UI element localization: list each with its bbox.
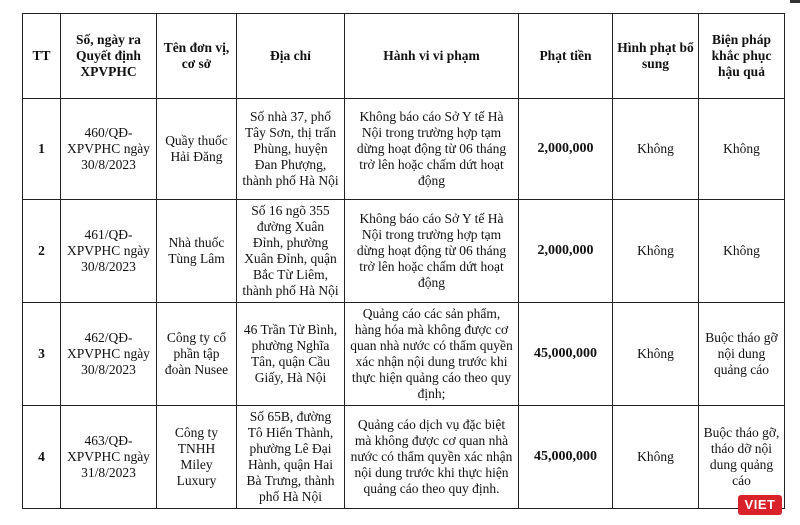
cell-tt: 3: [23, 303, 61, 406]
header-violation: Hành vi vi phạm: [345, 14, 519, 99]
cell-violation: Quảng cáo dịch vụ đặc biệt mà không được cơ quan nhà nước có thẩm quyền xác nhận nội dung trước khi thực hiện quảng cáo theo quy định.: [345, 406, 519, 509]
cell-decision: 460/QĐ-XPVPHC ngày 30/8/2023: [61, 99, 157, 200]
cell-address: 46 Trần Tử Bình, phường Nghĩa Tân, quận Cầu Giấy, Hà Nội: [237, 303, 345, 406]
cell-remedy: Không: [699, 200, 785, 303]
cell-extra-penalty: Không: [613, 303, 699, 406]
table-row: [23, 406, 785, 509]
cell-remedy: Buộc tháo gỡ, tháo dỡ nội dung quảng cáo: [699, 406, 785, 509]
cell-decision: 463/QĐ-XPVPHC ngày 31/8/2023: [61, 406, 157, 509]
cell-remedy: Không: [699, 99, 785, 200]
cell-unit: Công ty TNHH Miley Luxury: [157, 406, 237, 509]
cell-extra-penalty: Không: [613, 99, 699, 200]
cell-fine: 2,000,000: [519, 200, 613, 303]
table-row: [23, 200, 785, 303]
header-unit: Tên đơn vị, cơ sở: [157, 14, 237, 99]
cell-unit: Quầy thuốc Hải Đăng: [157, 99, 237, 200]
cell-extra-penalty: Không: [613, 200, 699, 303]
cell-decision: 461/QĐ-XPVPHC ngày 30/8/2023: [61, 200, 157, 303]
cell-tt: 1: [23, 99, 61, 200]
cell-unit: Công ty cổ phần tập đoàn Nusee: [157, 303, 237, 406]
cell-violation: Quảng cáo các sản phẩm, hàng hóa mà không được cơ quan nhà nước có thẩm quyền xác nhận nội dung trước khi thực hiện quảng cáo theo quy định;: [345, 303, 519, 406]
cell-violation: Không báo cáo Sở Y tế Hà Nội trong trường hợp tạm dừng hoạt động từ 06 tháng trở lên hoặc chấm dứt hoạt động: [345, 200, 519, 303]
cell-extra-penalty: Không: [613, 406, 699, 509]
cell-fine: 2,000,000: [519, 99, 613, 200]
header-tt: TT: [23, 14, 61, 99]
table-row: [23, 303, 785, 406]
header-fine: Phạt tiền: [519, 14, 613, 99]
cell-fine: 45,000,000: [519, 406, 613, 509]
cell-remedy: Buộc tháo gỡ nội dung quảng cáo: [699, 303, 785, 406]
corner-mark: [790, 0, 800, 3]
cell-tt: 4: [23, 406, 61, 509]
viet-logo: VIET: [738, 495, 782, 515]
header-decision: Số, ngày ra Quyết định XPVPHC: [61, 14, 157, 99]
cell-fine: 45,000,000: [519, 303, 613, 406]
cell-address: Số 16 ngõ 355 đường Xuân Đỉnh, phường Xuân Đỉnh, quận Bắc Từ Liêm, thành phố Hà Nội: [237, 200, 345, 303]
header-extra-penalty: Hình phạt bổ sung: [613, 14, 699, 99]
header-address: Địa chỉ: [237, 14, 345, 99]
cell-unit: Nhà thuốc Tùng Lâm: [157, 200, 237, 303]
cell-decision: 462/QĐ-XPVPHC ngày 30/8/2023: [61, 303, 157, 406]
header-remedy: Biện pháp khắc phục hậu quả: [699, 14, 785, 99]
cell-address: Số nhà 37, phố Tây Sơn, thị trấn Phùng, huyện Đan Phượng, thành phố Hà Nội: [237, 99, 345, 200]
cell-tt: 2: [23, 200, 61, 303]
table-header-row: [23, 14, 785, 99]
cell-violation: Không báo cáo Sở Y tế Hà Nội trong trường hợp tạm dừng hoạt động từ 06 tháng trở lên hoặc chấm dứt hoạt động: [345, 99, 519, 200]
table-row: [23, 99, 785, 200]
cell-address: Số 65B, đường Tô Hiến Thành, phường Lê Đại Hành, quận Hai Bà Trưng, thành phố Hà Nội: [237, 406, 345, 509]
violations-table: [22, 13, 785, 509]
